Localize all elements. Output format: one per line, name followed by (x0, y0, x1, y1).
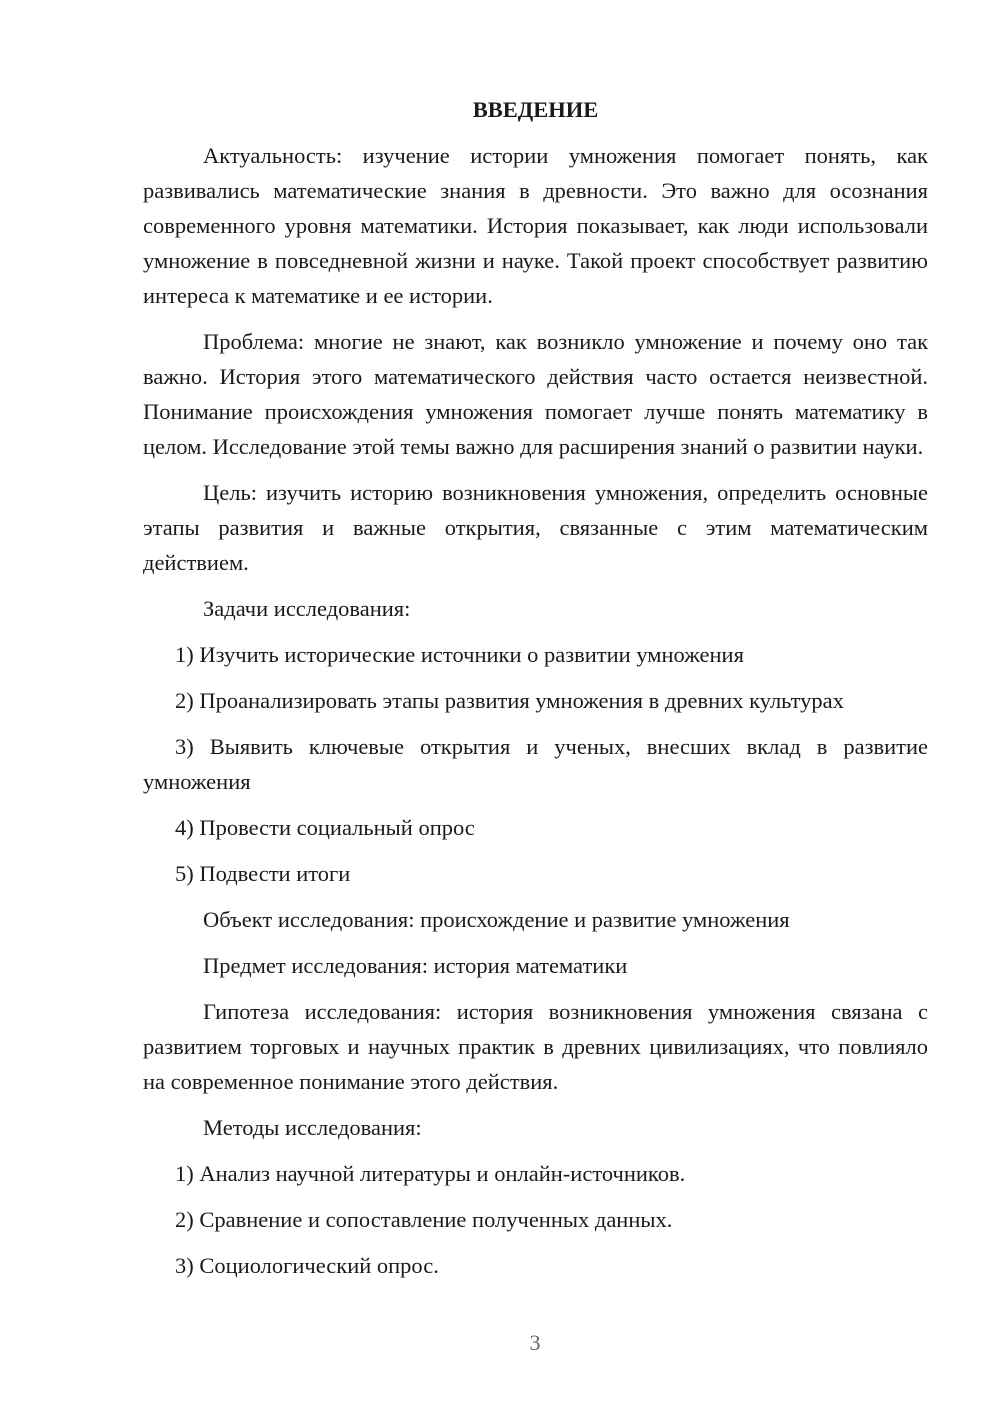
goal-paragraph: Цель: изучить историю возникновения умножения, определить основные этапы развития и важные открытия, связанные с этим математическим действием. (143, 480, 928, 575)
relevance-paragraph: Актуальность: изучение истории умножения помогает понять, как развивались математические знания в древности. Это важно для осознания современного уровня математики. История показывает, как люди использовали умножение в повседневной жизни и науке. Такой проект способствует развитию интереса к математике и ее истории. (143, 143, 928, 308)
page-number: 3 (529, 1330, 541, 1355)
task-item: 4) Провести социальный опрос (175, 815, 475, 840)
document-page (143, 90, 928, 1294)
method-item: 1) Анализ научной литературы и онлайн-источников. (175, 1161, 686, 1186)
method-item: 3) Социологический опрос. (175, 1253, 439, 1278)
tasks-heading: Задачи исследования: (203, 596, 411, 621)
task-item: 5) Подвести итоги (175, 861, 351, 886)
section-title: ВВЕДЕНИЕ (472, 97, 599, 122)
research-object: Объект исследования: происхождение и развитие умножения (203, 907, 790, 932)
task-item: 1) Изучить исторические источники о развитии умножения (175, 642, 744, 667)
methods-heading: Методы исследования: (203, 1115, 422, 1140)
hypothesis-paragraph: Гипотеза исследования: история возникновения умножения связана с развитием торговых и научных практик в древних цивилизациях, что повлияло на современное понимание этого действия. (143, 999, 928, 1094)
task-item: 3) Выявить ключевые открытия и ученых, внесших вклад в развитие умножения (143, 734, 928, 794)
research-subject: Предмет исследования: история математики (203, 953, 628, 978)
method-item: 2) Сравнение и сопоставление полученных данных. (175, 1207, 673, 1232)
task-item: 2) Проанализировать этапы развития умножения в древних культурах (175, 688, 844, 713)
problem-paragraph: Проблема: многие не знают, как возникло умножение и почему оно так важно. История этого математического действия часто остается неизвестной. Понимание происхождения умножения помогает лучше понять математику в целом. Исследование этой темы важно для расширения знаний о развитии науки. (143, 329, 928, 459)
